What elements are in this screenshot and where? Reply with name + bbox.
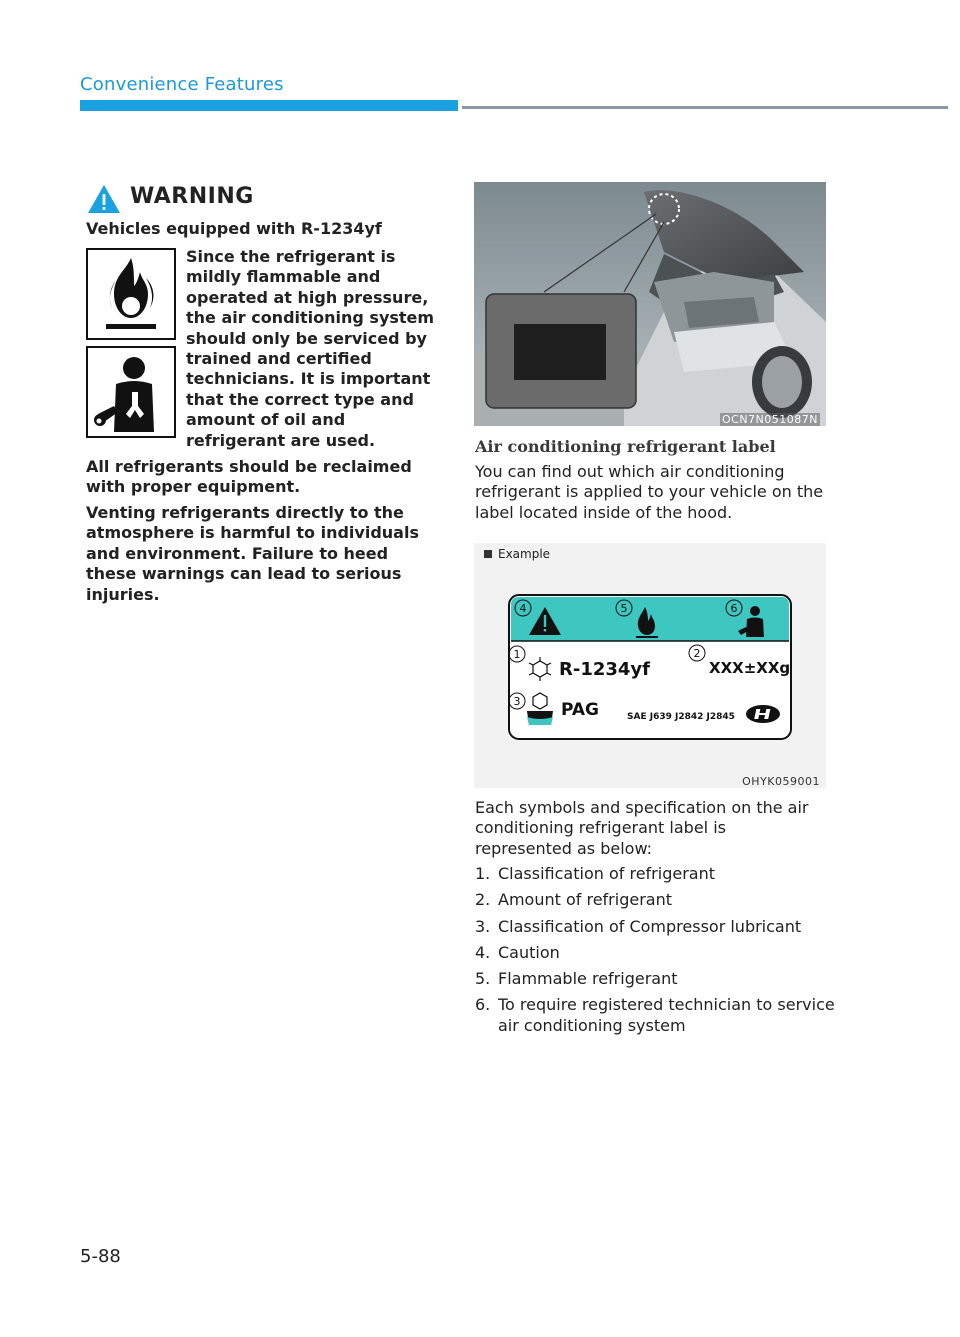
photo-code: OCN7N051087N [721, 413, 818, 426]
marker-4-text: 4 [519, 602, 527, 615]
refrigerant-label-illustration [507, 593, 793, 741]
figure-description: You can find out which air conditioning refrigerant is applied to your vehicle on the label located inside of the hood. [475, 462, 824, 522]
flammable-pictogram [86, 248, 176, 340]
list-item: 6. To require registered technician to service air conditioning system [475, 995, 835, 1035]
technician-pictogram [86, 346, 176, 438]
hood-label-photo [474, 182, 826, 426]
example-code: OHYK059001 [742, 775, 820, 788]
header-rule [462, 106, 948, 109]
technician-icon [88, 348, 174, 436]
warning-body: Since the refrigerant is mildly flammable and operated at high pressure, the air conditioning system should only be serviced by trained and certified technicians. It is important that the correct type and amount of oil and refrigerant are used. [186, 247, 435, 450]
label-amount: XXX±XXg [709, 659, 791, 677]
list-item: 4. Caution [475, 942, 560, 962]
marker-6-text: 6 [730, 602, 738, 615]
spec-list [475, 864, 835, 1042]
marker-5-text: 5 [620, 602, 628, 615]
label-refrigerant-type: R-1234yf [559, 659, 650, 680]
list-item: 5. Flammable refrigerant [475, 969, 678, 989]
warning-triangle-icon [86, 183, 122, 215]
figure-title: Air conditioning refrigerant label [475, 437, 776, 456]
flame-icon [88, 250, 174, 338]
label-lubricant: PAG [561, 700, 600, 720]
list-item: 2. Amount of refrigerant [475, 890, 672, 910]
section-title: Convenience Features [80, 74, 284, 95]
bullet-square-icon [484, 550, 492, 558]
example-caption: Example [484, 547, 550, 561]
car-hood-illustration [474, 182, 826, 426]
label-standards: SAE J639 J2842 J2845 [627, 712, 735, 722]
warning-paragraph-reclaim: All refrigerants should be reclaimed with proper equipment. [86, 457, 412, 497]
list-item: 1. Classification of refrigerant [475, 864, 715, 883]
list-item: 3. Classification of Compressor lubricant [475, 916, 802, 936]
example-label-figure [474, 543, 826, 788]
hyundai-logo-icon [746, 705, 780, 723]
marker-3-text: 3 [513, 695, 521, 708]
warning-paragraph-venting: Venting refrigerants directly to the atmosphere is harmful to individuals and environment. Failure to heed these warnings can lead to serious injuries. [86, 503, 419, 604]
marker-2-text: 2 [693, 647, 701, 660]
warning-subtitle: Vehicles equipped with R-1234yf [86, 219, 382, 238]
header-rule-accent [80, 100, 458, 111]
warning-title: WARNING [130, 184, 254, 209]
spec-description: Each symbols and specification on the air conditioning refrigerant label is represented as below: [475, 798, 809, 858]
marker-1-text: 1 [513, 648, 521, 661]
page-number: 5-88 [80, 1246, 121, 1267]
